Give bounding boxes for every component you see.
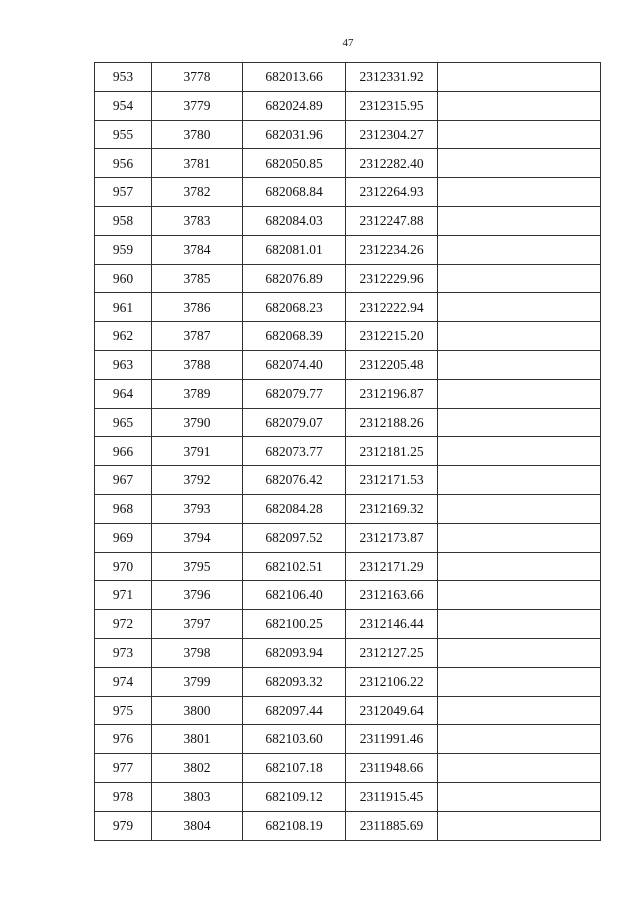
table-row	[95, 293, 601, 322]
table-row	[95, 638, 601, 667]
point-number-cell: 3782	[152, 178, 243, 207]
row-index-cell: 955	[95, 120, 152, 149]
y-coordinate-cell: 2312181.25	[346, 437, 438, 466]
note-cell	[438, 379, 601, 408]
row-index-cell: 979	[95, 811, 152, 840]
row-index-cell: 961	[95, 293, 152, 322]
point-number-cell: 3792	[152, 466, 243, 495]
note-cell	[438, 610, 601, 639]
point-number-cell: 3799	[152, 667, 243, 696]
x-coordinate-cell: 682081.01	[243, 235, 346, 264]
point-number-cell: 3780	[152, 120, 243, 149]
note-cell	[438, 725, 601, 754]
table-row	[95, 610, 601, 639]
y-coordinate-cell: 2312264.93	[346, 178, 438, 207]
point-number-cell: 3793	[152, 494, 243, 523]
table-row	[95, 178, 601, 207]
row-index-cell: 969	[95, 523, 152, 552]
point-number-cell: 3804	[152, 811, 243, 840]
point-number-cell: 3801	[152, 725, 243, 754]
page-number: 47	[342, 37, 354, 49]
row-index-cell: 959	[95, 235, 152, 264]
x-coordinate-cell: 682068.84	[243, 178, 346, 207]
table-row	[95, 379, 601, 408]
note-cell	[438, 667, 601, 696]
note-cell	[438, 754, 601, 783]
point-number-cell: 3778	[152, 63, 243, 92]
table-row	[95, 754, 601, 783]
x-coordinate-cell: 682084.28	[243, 494, 346, 523]
note-cell	[438, 322, 601, 351]
row-index-cell: 978	[95, 782, 152, 811]
y-coordinate-cell: 2312215.20	[346, 322, 438, 351]
point-number-cell: 3788	[152, 350, 243, 379]
x-coordinate-cell: 682097.44	[243, 696, 346, 725]
note-cell	[438, 782, 601, 811]
row-index-cell: 957	[95, 178, 152, 207]
x-coordinate-cell: 682100.25	[243, 610, 346, 639]
row-index-cell: 963	[95, 350, 152, 379]
table-row	[95, 494, 601, 523]
point-number-cell: 3786	[152, 293, 243, 322]
table-row	[95, 667, 601, 696]
x-coordinate-cell: 682109.12	[243, 782, 346, 811]
point-number-cell: 3794	[152, 523, 243, 552]
y-coordinate-cell: 2311915.45	[346, 782, 438, 811]
point-number-cell: 3787	[152, 322, 243, 351]
table-row	[95, 235, 601, 264]
row-index-cell: 960	[95, 264, 152, 293]
row-index-cell: 971	[95, 581, 152, 610]
y-coordinate-cell: 2312171.29	[346, 552, 438, 581]
x-coordinate-cell: 682107.18	[243, 754, 346, 783]
x-coordinate-cell: 682084.03	[243, 206, 346, 235]
note-cell	[438, 638, 601, 667]
row-index-cell: 953	[95, 63, 152, 92]
y-coordinate-cell: 2311885.69	[346, 811, 438, 840]
y-coordinate-cell: 2312315.95	[346, 91, 438, 120]
row-index-cell: 964	[95, 379, 152, 408]
table-row	[95, 725, 601, 754]
point-number-cell: 3781	[152, 149, 243, 178]
table-row	[95, 811, 601, 840]
row-index-cell: 976	[95, 725, 152, 754]
x-coordinate-cell: 682097.52	[243, 523, 346, 552]
note-cell	[438, 350, 601, 379]
y-coordinate-cell: 2312247.88	[346, 206, 438, 235]
point-number-cell: 3791	[152, 437, 243, 466]
row-index-cell: 972	[95, 610, 152, 639]
table-row	[95, 466, 601, 495]
y-coordinate-cell: 2312049.64	[346, 696, 438, 725]
x-coordinate-cell: 682068.39	[243, 322, 346, 351]
y-coordinate-cell: 2311948.66	[346, 754, 438, 783]
note-cell	[438, 466, 601, 495]
note-cell	[438, 63, 601, 92]
y-coordinate-cell: 2312196.87	[346, 379, 438, 408]
table-row	[95, 523, 601, 552]
point-number-cell: 3783	[152, 206, 243, 235]
row-index-cell: 977	[95, 754, 152, 783]
y-coordinate-cell: 2312106.22	[346, 667, 438, 696]
table-body	[95, 63, 601, 841]
point-number-cell: 3795	[152, 552, 243, 581]
row-index-cell: 967	[95, 466, 152, 495]
point-number-cell: 3789	[152, 379, 243, 408]
x-coordinate-cell: 682031.96	[243, 120, 346, 149]
note-cell	[438, 494, 601, 523]
x-coordinate-cell: 682079.07	[243, 408, 346, 437]
row-index-cell: 962	[95, 322, 152, 351]
coordinate-table	[94, 62, 601, 841]
point-number-cell: 3784	[152, 235, 243, 264]
y-coordinate-cell: 2312163.66	[346, 581, 438, 610]
y-coordinate-cell: 2312222.94	[346, 293, 438, 322]
note-cell	[438, 408, 601, 437]
table-row	[95, 264, 601, 293]
x-coordinate-cell: 682076.42	[243, 466, 346, 495]
x-coordinate-cell: 682074.40	[243, 350, 346, 379]
point-number-cell: 3798	[152, 638, 243, 667]
note-cell	[438, 235, 601, 264]
y-coordinate-cell: 2312282.40	[346, 149, 438, 178]
point-number-cell: 3779	[152, 91, 243, 120]
row-index-cell: 966	[95, 437, 152, 466]
note-cell	[438, 523, 601, 552]
y-coordinate-cell: 2312169.32	[346, 494, 438, 523]
table-row	[95, 696, 601, 725]
table-row	[95, 120, 601, 149]
point-number-cell: 3803	[152, 782, 243, 811]
x-coordinate-cell: 682093.94	[243, 638, 346, 667]
x-coordinate-cell: 682050.85	[243, 149, 346, 178]
table-row	[95, 91, 601, 120]
row-index-cell: 975	[95, 696, 152, 725]
x-coordinate-cell: 682103.60	[243, 725, 346, 754]
row-index-cell: 970	[95, 552, 152, 581]
x-coordinate-cell: 682093.32	[243, 667, 346, 696]
note-cell	[438, 120, 601, 149]
point-number-cell: 3802	[152, 754, 243, 783]
note-cell	[438, 696, 601, 725]
note-cell	[438, 149, 601, 178]
y-coordinate-cell: 2312234.26	[346, 235, 438, 264]
x-coordinate-cell: 682102.51	[243, 552, 346, 581]
note-cell	[438, 552, 601, 581]
table-row	[95, 350, 601, 379]
note-cell	[438, 206, 601, 235]
row-index-cell: 968	[95, 494, 152, 523]
table-row	[95, 149, 601, 178]
table-row	[95, 408, 601, 437]
y-coordinate-cell: 2312331.92	[346, 63, 438, 92]
x-coordinate-cell: 682073.77	[243, 437, 346, 466]
note-cell	[438, 91, 601, 120]
x-coordinate-cell: 682108.19	[243, 811, 346, 840]
y-coordinate-cell: 2312304.27	[346, 120, 438, 149]
table-row	[95, 63, 601, 92]
y-coordinate-cell: 2312229.96	[346, 264, 438, 293]
note-cell	[438, 811, 601, 840]
x-coordinate-cell: 682106.40	[243, 581, 346, 610]
row-index-cell: 965	[95, 408, 152, 437]
note-cell	[438, 178, 601, 207]
x-coordinate-cell: 682024.89	[243, 91, 346, 120]
y-coordinate-cell: 2312127.25	[346, 638, 438, 667]
table-row	[95, 206, 601, 235]
note-cell	[438, 581, 601, 610]
y-coordinate-cell: 2312171.53	[346, 466, 438, 495]
row-index-cell: 958	[95, 206, 152, 235]
y-coordinate-cell: 2311991.46	[346, 725, 438, 754]
y-coordinate-cell: 2312173.87	[346, 523, 438, 552]
point-number-cell: 3790	[152, 408, 243, 437]
row-index-cell: 974	[95, 667, 152, 696]
point-number-cell: 3797	[152, 610, 243, 639]
y-coordinate-cell: 2312188.26	[346, 408, 438, 437]
note-cell	[438, 264, 601, 293]
x-coordinate-cell: 682068.23	[243, 293, 346, 322]
table-row	[95, 581, 601, 610]
point-number-cell: 3796	[152, 581, 243, 610]
row-index-cell: 973	[95, 638, 152, 667]
row-index-cell: 956	[95, 149, 152, 178]
table-row	[95, 552, 601, 581]
point-number-cell: 3785	[152, 264, 243, 293]
y-coordinate-cell: 2312146.44	[346, 610, 438, 639]
x-coordinate-cell: 682079.77	[243, 379, 346, 408]
point-number-cell: 3800	[152, 696, 243, 725]
table-row	[95, 437, 601, 466]
x-coordinate-cell: 682076.89	[243, 264, 346, 293]
note-cell	[438, 437, 601, 466]
table-row	[95, 782, 601, 811]
table-row	[95, 322, 601, 351]
y-coordinate-cell: 2312205.48	[346, 350, 438, 379]
x-coordinate-cell: 682013.66	[243, 63, 346, 92]
row-index-cell: 954	[95, 91, 152, 120]
note-cell	[438, 293, 601, 322]
